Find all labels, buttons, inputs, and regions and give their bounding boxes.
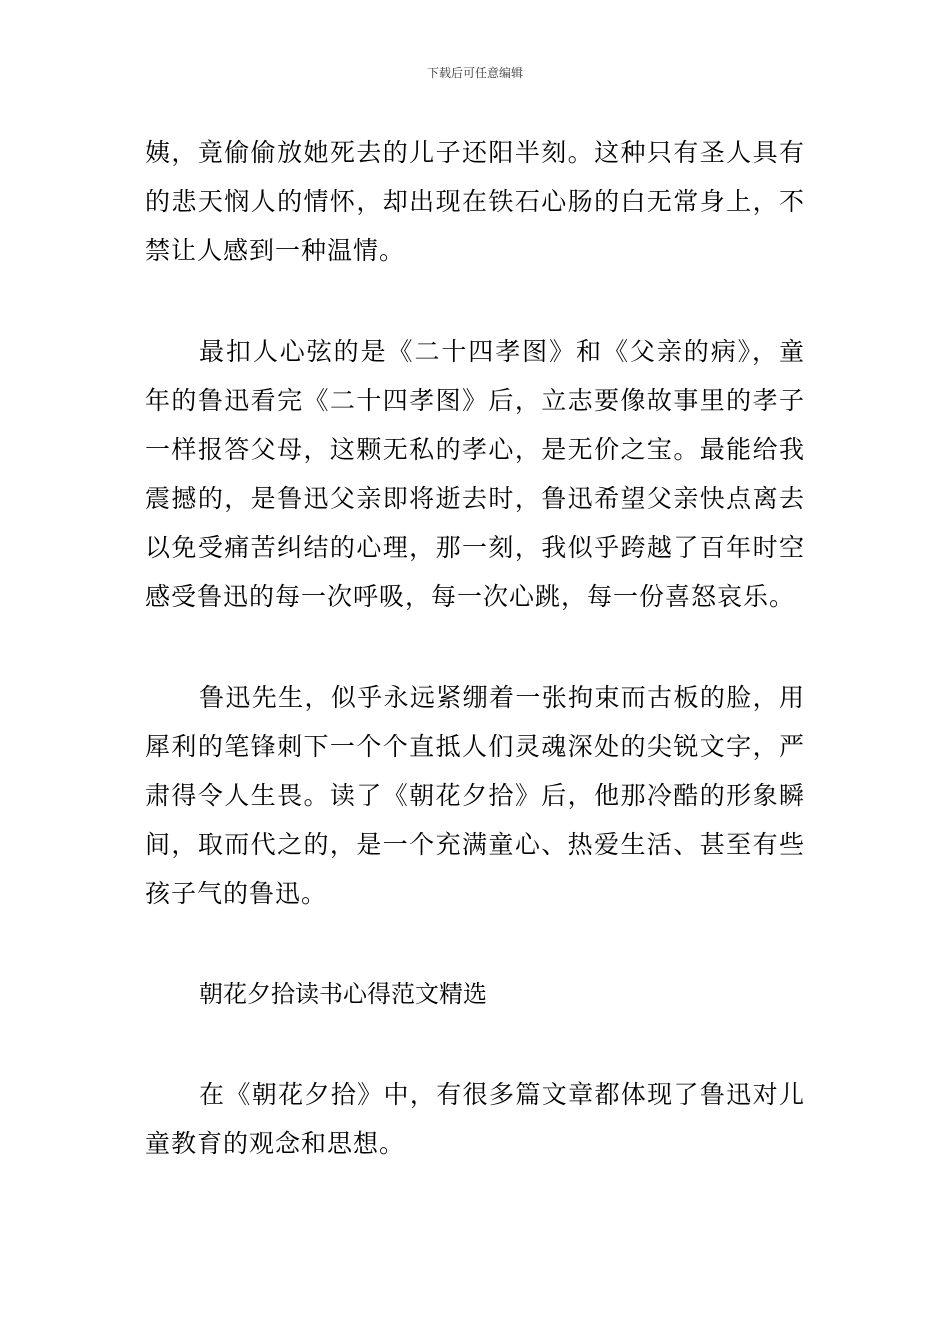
paragraph-gap [145, 275, 805, 327]
paragraph-gap [145, 621, 805, 673]
paragraph-gap [145, 918, 805, 970]
paragraph-continuation: 姨，竟偷偷放她死去的儿子还阳半刻。这种只有圣人具有的悲天悯人的情怀，却出现在铁石心肠的白无常身上，不禁让人感到一种温情。 [145, 138, 805, 265]
paragraph-filial-piety: 最扣人心弦的是《二十四孝图》和《父亲的病》，童年的鲁迅看完《二十四孝图》后，立志要像故事里的孝子一样报答父母，这颗无私的孝心，是无价之宝。最能给我震撼的，是鲁迅父亲即将逝去时，鲁迅希望父亲快点离去以免受痛苦纠结的心理，那一刻，我似乎跨越了百年时空感受鲁迅的每一次呼吸，每一次心跳，每一份喜怒哀乐。 [145, 337, 805, 611]
document-body [145, 128, 805, 1168]
paragraph-gap [145, 1018, 805, 1070]
paragraph-luxun-image: 鲁迅先生，似乎永远紧绷着一张拘束而古板的脸，用犀利的笔锋刺下一个个直抵人们灵魂深处的尖锐文字，严肃得令人生畏。读了《朝花夕拾》后，他那冷酷的形象瞬间，取而代之的，是一个充满童心、热爱生活、甚至有些孩子气的鲁迅。 [145, 683, 805, 908]
page-header-note: 下载后可任意编辑 [426, 66, 523, 80]
section-heading: 朝花夕拾读书心得范文精选 [199, 980, 487, 1008]
paragraph-education: 在《朝花夕拾》中，有很多篇文章都体现了鲁迅对儿童教育的观念和思想。 [145, 1080, 805, 1158]
